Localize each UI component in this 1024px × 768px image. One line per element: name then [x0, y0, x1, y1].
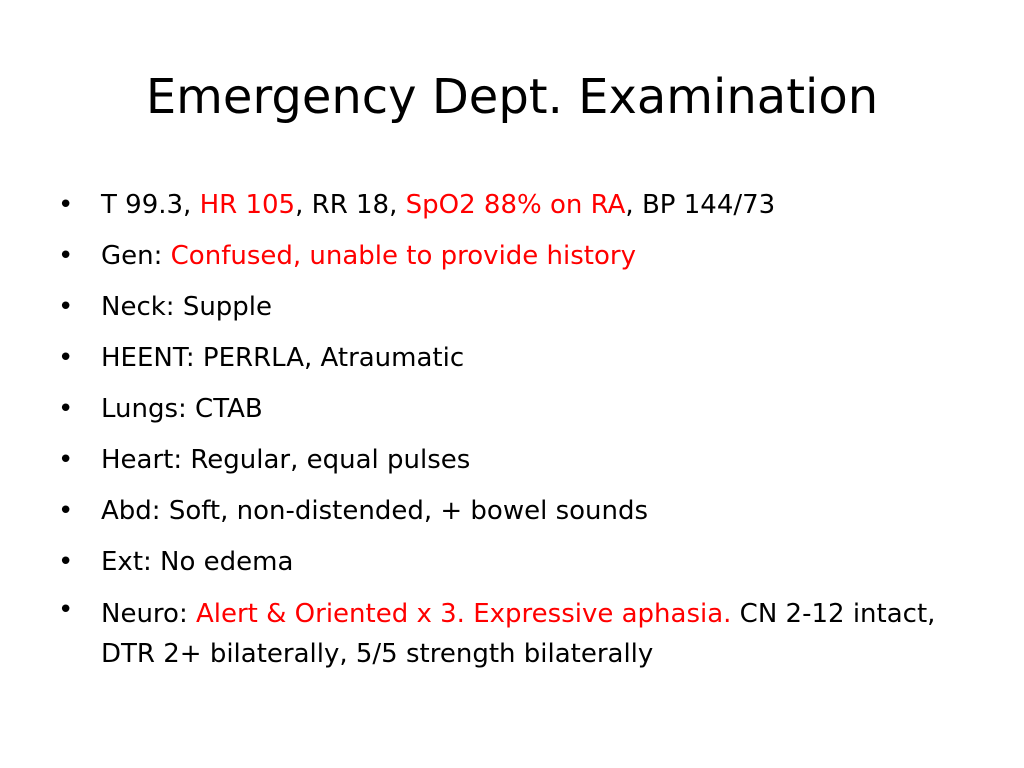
bullet-extremities: [58, 539, 958, 586]
bullet-text-highlight: Alert & Oriented x 3. Expressive aphasia.: [195, 599, 732, 629]
bullet-text-highlight: Confused, unable to provide history: [170, 241, 636, 271]
bullet-dot-icon: •: [58, 595, 74, 625]
bullet-text-segment: Lungs: CTAB: [101, 394, 263, 424]
bullet-heent: [58, 335, 958, 382]
bullet-text-segment: Neck: Supple: [101, 292, 273, 322]
bullet-vitals: [58, 182, 958, 229]
bullet-abdomen: [58, 488, 958, 535]
bullet-dot-icon: •: [58, 547, 74, 577]
slide-title: Emergency Dept. Examination: [145, 69, 879, 125]
bullet-text-segment: Ext: No edema: [101, 547, 294, 577]
bullet-text-highlight: HR 105: [199, 190, 296, 220]
bullet-text-segment: Neuro:: [101, 599, 196, 629]
bullet-dot-icon: •: [58, 241, 74, 271]
bullet-text-segment: HEENT: PERRLA, Atraumatic: [101, 343, 465, 373]
bullet-text-segment: , BP 144/73: [625, 190, 776, 220]
bullet-text-segment: T 99.3,: [101, 190, 200, 220]
bullet-text-segment: , RR 18,: [295, 190, 406, 220]
bullet-heart: [58, 437, 958, 484]
bullet-list: [58, 182, 958, 678]
bullet-text-segment: Heart: Regular, equal pulses: [101, 445, 471, 475]
bullet-dot-icon: •: [58, 394, 74, 424]
bullet-text-segment: Gen:: [101, 241, 171, 271]
bullet-text-segment: CN 2-12 intact, DTR 2+ bilaterally, 5/5 strength bilaterally: [101, 599, 936, 669]
bullet-dot-icon: •: [58, 445, 74, 475]
bullet-neck: [58, 284, 958, 331]
bullet-dot-icon: •: [58, 496, 74, 526]
bullet-text-highlight: SpO2 88% on RA: [405, 190, 626, 220]
bullet-neuro: [58, 590, 958, 674]
bullet-general: [58, 233, 958, 280]
bullet-text-segment: Abd: Soft, non-distended, + bowel sounds: [101, 496, 649, 526]
bullet-lungs: [58, 386, 958, 433]
bullet-dot-icon: •: [58, 343, 74, 373]
bullet-dot-icon: •: [58, 190, 74, 220]
bullet-dot-icon: •: [58, 292, 74, 322]
